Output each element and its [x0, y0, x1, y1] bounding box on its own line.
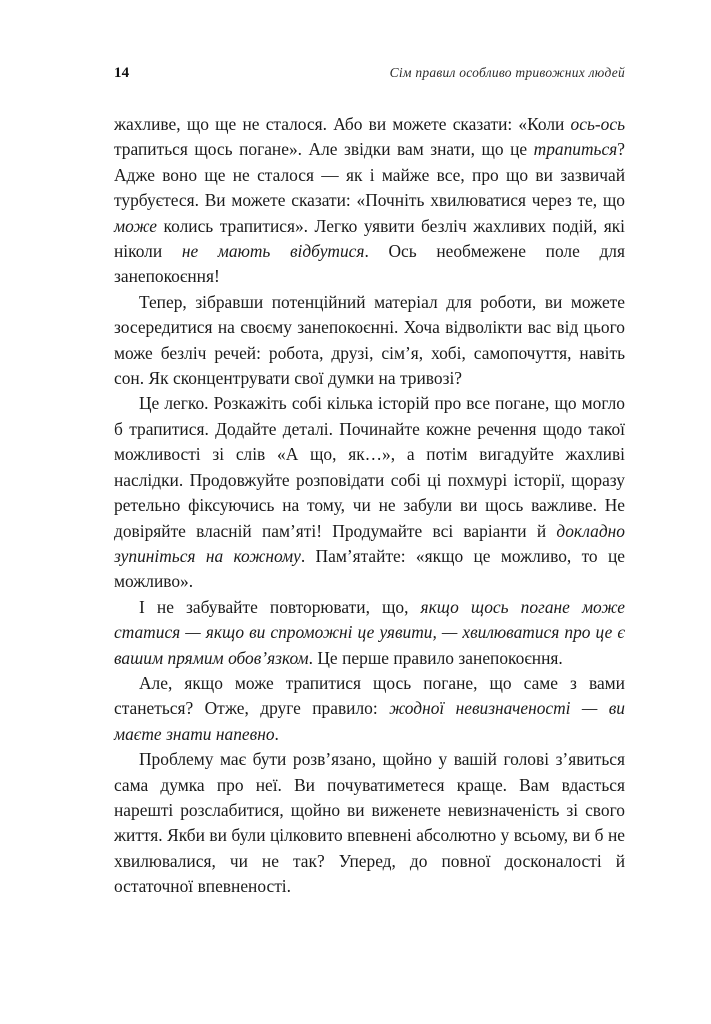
text-run: . Пам’ятайте: «якщо це можливо, то це можливо». — [114, 545, 625, 592]
running-title: Сім правил особливо тривожних людей — [389, 65, 625, 80]
text-run: І не забувайте повторювати, що, — [139, 596, 421, 617]
emphasis-run: жодної невизначеності — ви маєте знати напевно — [114, 698, 625, 744]
text-run: Це легко. Розкажіть собі кілька історій про все погане, що могло б трапитися. Додайте деталі. Починайте кожне речення щодо такої можливості зі слів «А що, як…», а потім вигадуйте жахливі наслідки. Продовжуйте розповідати собі ці похмурі історії, щоразу ретельно фіксуючись на тому, чи не забули ви щось важливе. Не довіряйте власній пам’яті! Продумайте всі варіанти й — [114, 393, 625, 541]
paragraph — [114, 112, 625, 290]
emphasis-run: якщо щось погане може статися — якщо ви спроможні це уявити, — хвилюватися про це є вашим прямим обов’язком — [114, 596, 625, 668]
text-run: Тепер, зібравши потенційний матеріал для роботи, ви можете зосередитися на своєму занепокоєнні. Хоча відволікти вас від цього може безліч речей: робота, друзі, сім’я, хобі, самопочуття, навіть сон. Як сконцентрувати свої думки на тривозі? — [114, 291, 625, 389]
paragraph — [114, 290, 625, 392]
emphasis-run: може — [114, 215, 158, 236]
text-run: Проблему має бути розв’язано, щойно у вашій голові з’явиться сама думка про неї. Ви почуватиметеся краще. Вам вдасться нарешті розслабитися, щойно ви виженете невизначеність зі свого життя. Якби ви були цілковито впевнені абсолютно у всьому, ви б не хвилювалися, чи не так? Уперед, до повної досконалості й остаточної впевненості. — [114, 749, 625, 897]
emphasis-run: трапиться — [533, 139, 618, 160]
text-run: жахливе, що ще не сталося. Або ви можете сказати: «Коли — [114, 114, 571, 134]
text-run: . Ось необмежене поле для занепокоєння! — [114, 241, 625, 287]
text-run: ? Адже воно ще не сталося — як і майже все, про що ви зазвичай турбуєтеся. Ви можете сказати: «Почніть хвилюватися через те, що — [114, 139, 625, 211]
paragraph — [114, 671, 625, 747]
paragraph — [114, 595, 625, 671]
emphasis-run: ось-ось — [570, 114, 625, 134]
paragraph — [114, 747, 625, 899]
emphasis-run: докладно зупиніться на кожному — [114, 520, 625, 566]
text-run: колись трапитися». Легко уявити безліч жахливих подій, які ніколи — [114, 215, 625, 262]
text-run: трапиться щось погане». Але звідки вам знати, що це — [114, 139, 534, 160]
text-run: Але, якщо може трапитися щось погане, що саме з вами станеться? Отже, друге правило: — [114, 672, 625, 719]
body-text-block — [114, 112, 625, 900]
paragraph — [114, 391, 625, 594]
page-number: 14 — [114, 65, 130, 81]
text-run: . Це перше правило занепокоєння. — [308, 647, 563, 668]
text-run: . — [274, 723, 279, 744]
running-header — [114, 66, 625, 88]
emphasis-run: не мають відбутися — [181, 241, 365, 262]
